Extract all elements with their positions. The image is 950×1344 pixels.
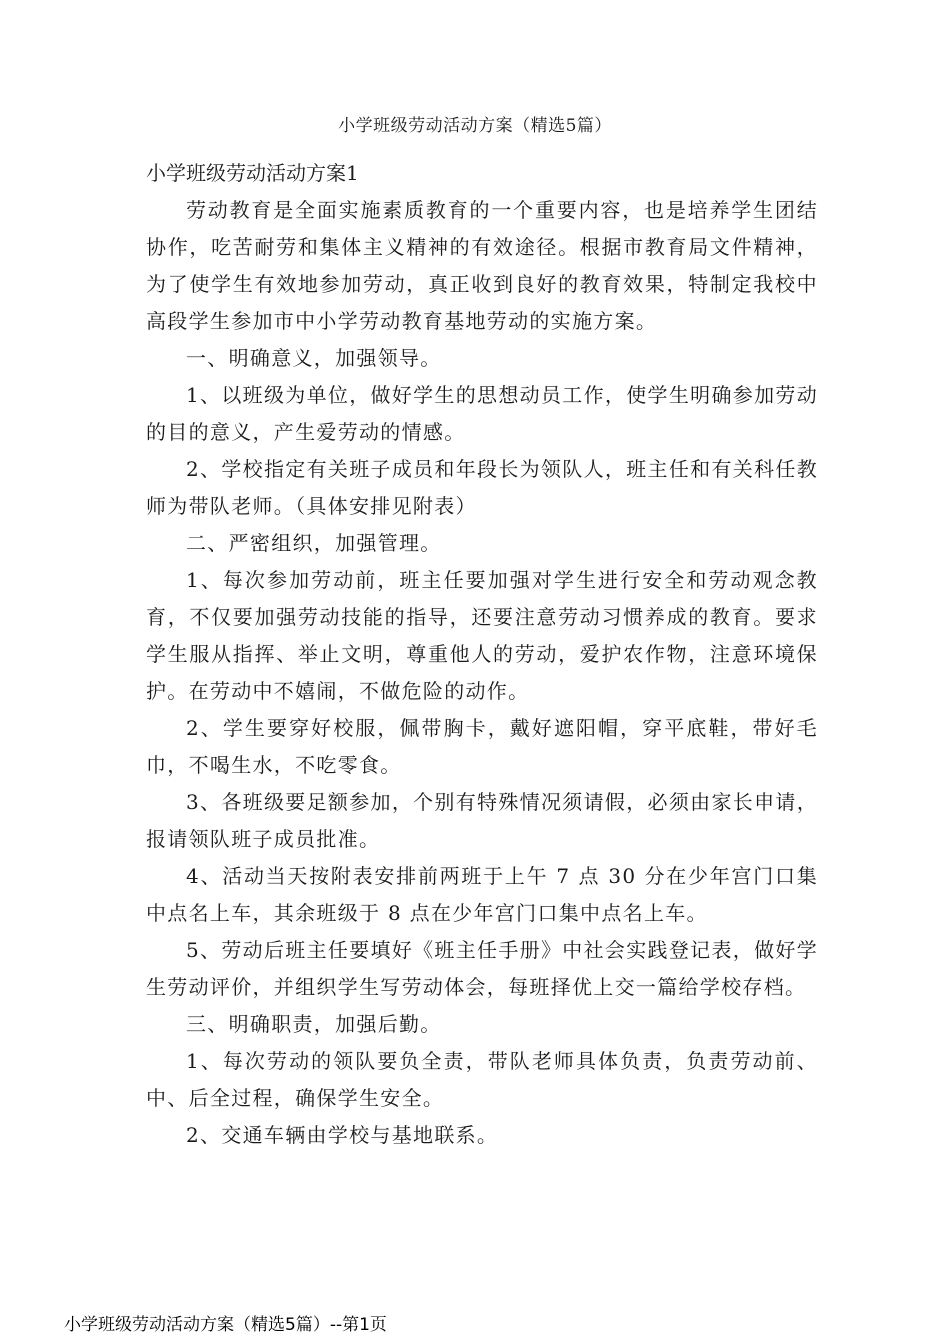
paragraph-item: 2、交通车辆由学校与基地联系。: [186, 1123, 499, 1147]
section-heading: 小学班级劳动活动方案1: [146, 161, 359, 185]
paragraph-heading-3: 三、明确职责，加强后勤。: [186, 1012, 442, 1036]
paragraph-item: 2、学生要穿好校服，佩带胸卡，戴好遮阳帽，穿平底鞋，带好毛巾，不喝生水，不吃零食。: [146, 716, 818, 777]
page-footer: 小学班级劳动活动方案（精选5篇）--第1页: [64, 1315, 387, 1335]
paragraph-item: 1、每次劳动的领队要负全责，带队老师具体负责，负责劳动前、中、后全过程，确保学生安全。: [146, 1049, 818, 1110]
paragraph-heading-2: 二、严密组织，加强管理。: [186, 531, 442, 555]
paragraph-intro: 劳动教育是全面实施素质教育的一个重要内容，也是培养学生团结协作，吃苦耐劳和集体主义精神的有效途径。根据市教育局文件精神，为了使学生有效地参加劳动，真正收到良好的教育效果，特制定我校中高段学生参加市中小学劳动教育基地劳动的实施方案。: [146, 198, 818, 333]
document-body: [146, 155, 818, 1154]
paragraph-item: 3、各班级要足额参加，个别有特殊情况须请假，必须由家长申请，报请领队班子成员批准。: [146, 790, 818, 851]
document-title: 小学班级劳动活动方案（精选5篇）: [338, 116, 612, 136]
paragraph-item: 2、学校指定有关班子成员和年段长为领队人，班主任和有关科任教师为带队老师。（具体安排见附表）: [146, 457, 818, 518]
paragraph-item: 4、活动当天按附表安排前两班于上午 7 点 30 分在少年宫门口集中点名上车，其余班级于 8 点在少年宫门口集中点名上车。: [146, 864, 818, 925]
paragraph-item: 1、以班级为单位，做好学生的思想动员工作，使学生明确参加劳动的目的意义，产生爱劳动的情感。: [146, 383, 818, 444]
paragraph-item: 5、劳动后班主任要填好《班主任手册》中社会实践登记表，做好学生劳动评价，并组织学生写劳动体会，每班择优上交一篇给学校存档。: [146, 938, 818, 999]
paragraph-heading-1: 一、明确意义，加强领导。: [186, 346, 442, 370]
paragraph-item: 1、每次参加劳动前，班主任要加强对学生进行安全和劳动观念教育，不仅要加强劳动技能的指导，还要注意劳动习惯养成的教育。要求学生服从指挥、举止文明，尊重他人的劳动，爱护农作物，注意环境保护。在劳动中不嬉闹，不做危险的动作。: [146, 568, 818, 703]
